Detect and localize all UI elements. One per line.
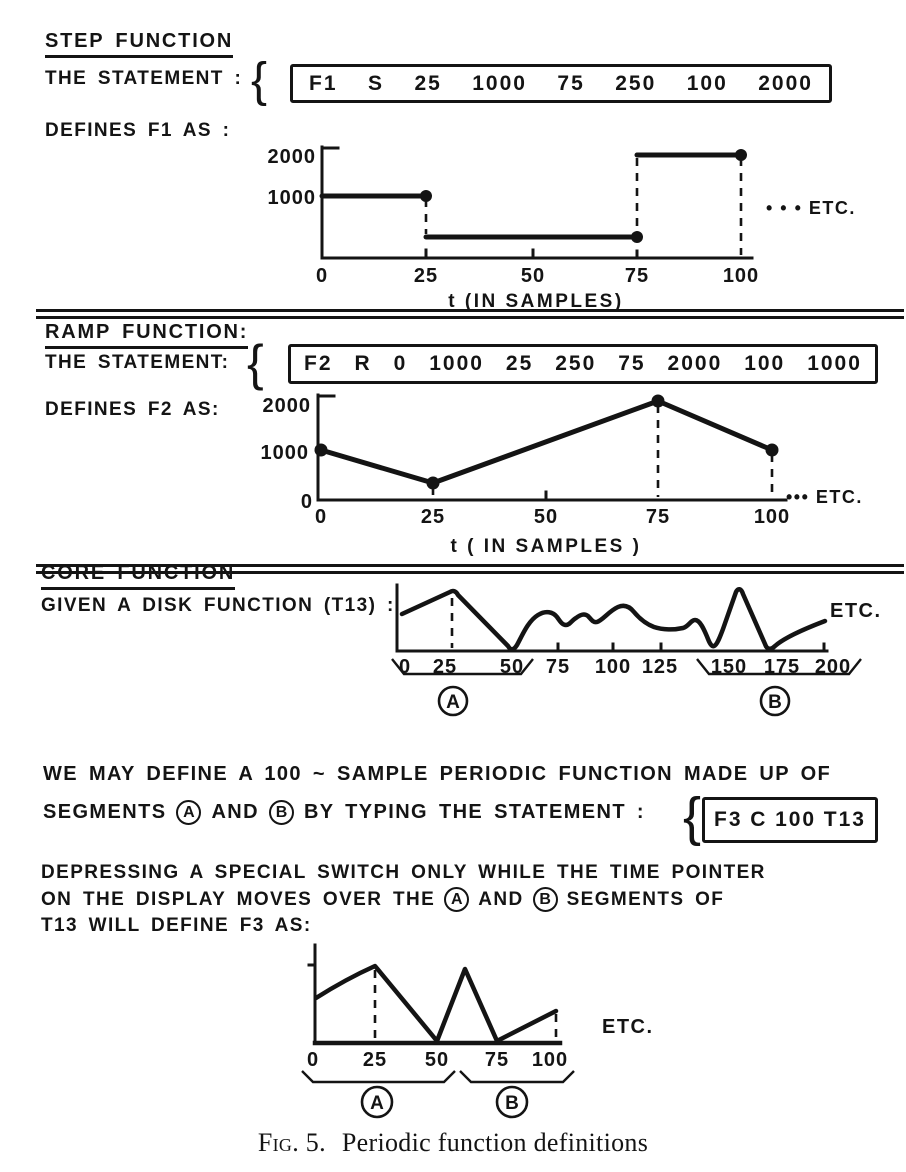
segment-b-badge: B: [269, 800, 294, 825]
ramp-xtick: 25: [420, 506, 446, 528]
typing-line2-and: AND: [211, 801, 259, 823]
step-statement-label: THE STATEMENT :: [45, 68, 243, 89]
step-xaxis-label: t (IN SAMPLES): [448, 291, 624, 312]
switch-paragraph-line2: [41, 887, 724, 912]
switch-line2-before: ON THE DISPLAY MOVES OVER THE: [41, 888, 436, 910]
core-xtick: 150: [710, 656, 748, 678]
statement-token: 100: [775, 808, 817, 831]
core-plot: [392, 585, 882, 715]
statement-token: 0: [393, 352, 408, 375]
statement-token: 100: [744, 352, 786, 375]
statement-token: 250: [615, 71, 657, 95]
statement-token: S: [367, 71, 384, 95]
ramp-xtick: 100: [753, 506, 791, 528]
step-xtick: 75: [624, 265, 650, 287]
core-xtick: 50: [499, 656, 525, 678]
statement-token: 25: [414, 71, 442, 95]
statement-token: 250: [555, 352, 597, 375]
final-xtick: 25: [362, 1049, 388, 1071]
ramp-ytick-0: 0: [300, 491, 313, 513]
final-segment-a-letter: A: [370, 1093, 384, 1114]
final-xtick: 50: [424, 1049, 450, 1071]
final-curve: [316, 966, 556, 1041]
ramp-point-100-1000: [766, 444, 779, 457]
core-xtick: 200: [814, 656, 852, 678]
step-statement-box: [290, 64, 832, 103]
step-xtick: 50: [520, 265, 546, 287]
switch-paragraph-line1: DEPRESSING A SPECIAL SWITCH ONLY WHILE THE TIME POINTER: [41, 862, 766, 883]
ramp-statement-box: [288, 344, 878, 384]
statement-token: 2000: [667, 352, 723, 375]
final-segment-b-letter: B: [505, 1093, 519, 1114]
ramp-point-75-2000: [652, 395, 665, 408]
statement-token: 100: [686, 71, 728, 95]
core-segment-b-letter: B: [768, 692, 782, 713]
statement-token: 75: [557, 71, 585, 95]
core-xtick: 75: [545, 656, 571, 678]
statement-token: 75: [618, 352, 646, 375]
statement-token: F1: [309, 71, 338, 95]
step-defines-label: DEFINES F1 AS :: [45, 120, 231, 141]
step-plot: [268, 146, 856, 312]
core-segment-a-letter: A: [446, 692, 460, 713]
ramp-xtick: 50: [533, 506, 559, 528]
statement-token: F3: [714, 808, 743, 831]
statement-token: 1000: [807, 352, 862, 375]
step-xtick: 100: [722, 265, 760, 287]
core-given-label: GIVEN A DISK FUNCTION (T13) :: [41, 595, 395, 616]
f3-statement-brace: {: [683, 787, 702, 847]
core-xtick: 25: [432, 656, 458, 678]
step-ytick-2000: 2000: [267, 146, 316, 168]
ramp-curve: [321, 401, 772, 483]
ramp-plot: [261, 395, 863, 558]
core-etc-label: ETC.: [830, 600, 882, 622]
step-axes: [322, 147, 752, 258]
ramp-etc-label: ••• ETC.: [786, 487, 863, 507]
segment-a-badge: A: [176, 800, 201, 825]
statement-token: C: [750, 808, 768, 831]
step-point-25-1000: [420, 190, 432, 202]
final-segment-a-brace: [302, 1071, 455, 1082]
statement-token: 1000: [429, 352, 484, 375]
figure-caption-text: Periodic function definitions: [341, 1128, 649, 1157]
statement-token: F2: [304, 352, 333, 375]
final-etc-label: ETC.: [602, 1016, 654, 1038]
step-statement-brace: {: [251, 54, 268, 107]
ramp-xaxis-label: t ( IN SAMPLES ): [450, 536, 642, 557]
core-xtick: 175: [763, 656, 801, 678]
final-plot: [302, 945, 654, 1117]
statement-token: 1000: [472, 71, 527, 95]
ramp-xtick: 0: [314, 506, 328, 528]
core-xtick: 0: [398, 656, 412, 678]
figure-caption: [0, 1128, 906, 1158]
ramp-section-title: RAMP FUNCTION:: [45, 321, 248, 349]
segment-a-badge: A: [444, 887, 469, 912]
statement-token: 2000: [758, 71, 813, 95]
core-xtick: 100: [594, 656, 632, 678]
segment-b-badge: B: [533, 887, 558, 912]
step-point-75-250: [631, 231, 643, 243]
ramp-defines-label: DEFINES F2 AS:: [45, 399, 220, 420]
section-separator: [36, 309, 904, 319]
typing-line2-after: BY TYPING THE STATEMENT :: [303, 801, 645, 823]
ramp-ytick-2000: 2000: [262, 395, 311, 417]
step-point-100-2000: [735, 149, 747, 161]
core-freehand-curve: [402, 589, 825, 649]
typing-paragraph-line1: WE MAY DEFINE A 100 ~ SAMPLE PERIODIC FUNCTION MADE UP OF: [43, 763, 832, 785]
switch-line2-and: AND: [478, 888, 524, 910]
core-section-title: CORE FUNCTION: [41, 562, 235, 590]
final-xtick: 100: [531, 1049, 569, 1071]
ramp-point-25-250: [427, 477, 440, 490]
final-xtick: 75: [484, 1049, 510, 1071]
step-ytick-1000: 1000: [267, 187, 316, 209]
core-xtick: 125: [641, 656, 679, 678]
ramp-axes: [318, 395, 786, 500]
typing-paragraph-line2: [43, 800, 645, 825]
step-xtick: 25: [413, 265, 439, 287]
statement-token: R: [354, 352, 372, 375]
ramp-xtick: 75: [645, 506, 671, 528]
statement-token: T13: [823, 808, 866, 831]
switch-line2-after: SEGMENTS OF: [566, 888, 725, 910]
switch-paragraph-line3: T13 WILL DEFINE F3 AS:: [41, 915, 312, 936]
step-section-title: STEP FUNCTION: [45, 30, 233, 58]
step-etc-label: • • • ETC.: [766, 198, 856, 218]
final-xtick: 0: [306, 1049, 320, 1071]
final-segment-b-brace: [460, 1071, 574, 1082]
f3-statement-box: [702, 797, 878, 843]
step-xtick: 0: [315, 265, 329, 287]
statement-token: 25: [505, 352, 534, 375]
ramp-statement-brace: {: [247, 335, 264, 391]
figure-caption-number: Fig. 5.: [257, 1128, 326, 1157]
ramp-ytick-1000: 1000: [260, 442, 309, 464]
ramp-statement-label: THE STATEMENT:: [45, 352, 230, 373]
ramp-point-0-1000: [315, 444, 328, 457]
typing-line2-before: SEGMENTS: [43, 801, 167, 823]
